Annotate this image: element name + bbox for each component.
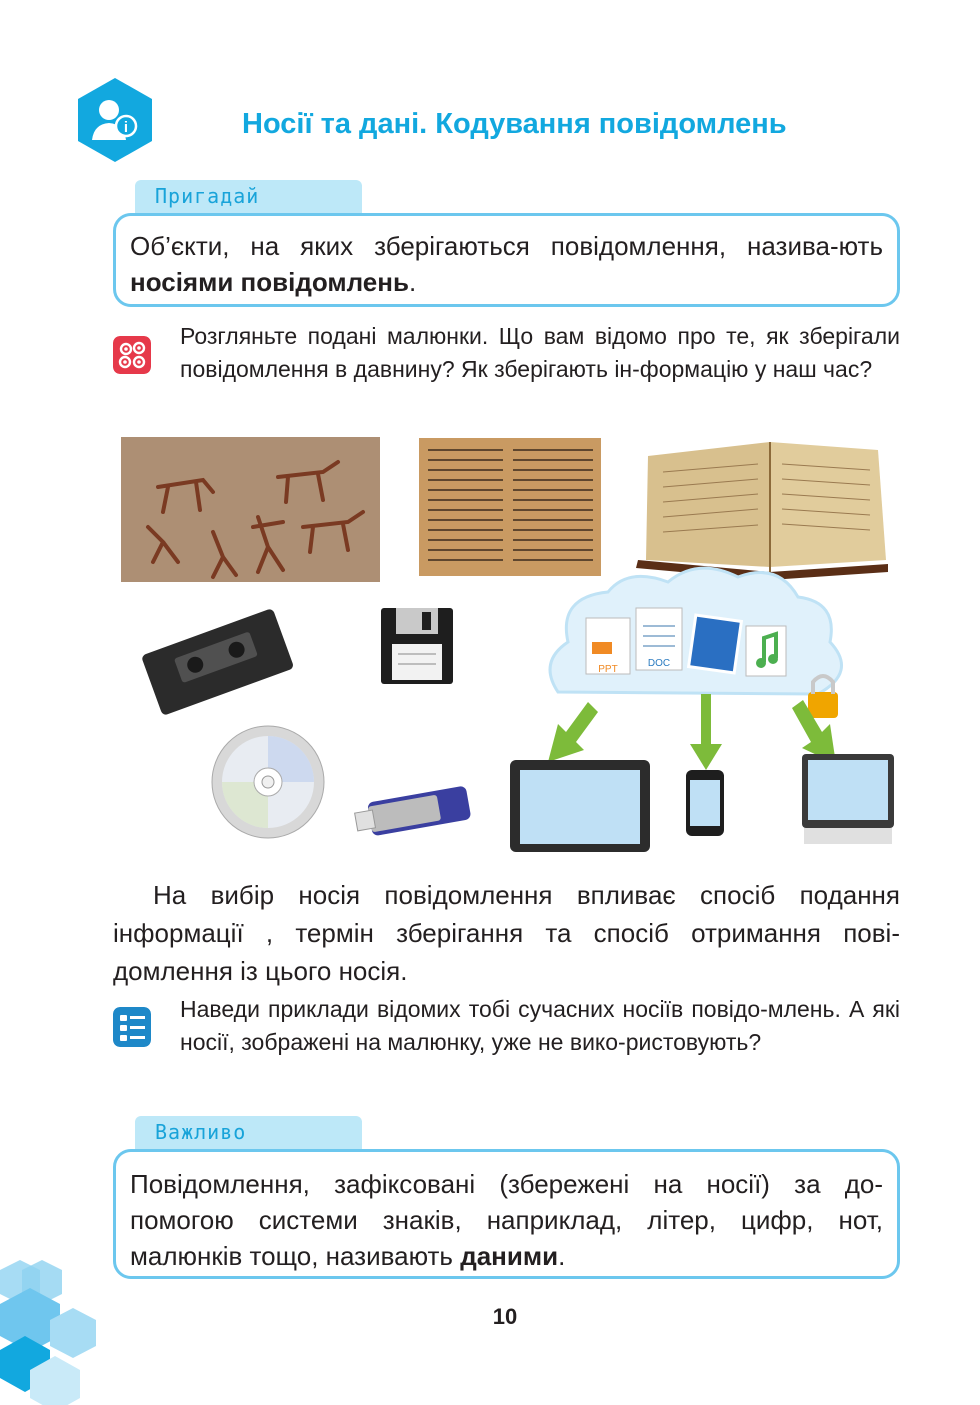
important-box: Повідомлення, зафіксовані (збережені на носії) за до-помогою системи знаків, наприклад, літер, цифр, нот, малюнків тощо, називають даними. <box>113 1149 900 1279</box>
remember-text: Об’єкти, на яких зберігаються повідомлення, назива-ють <box>130 231 883 261</box>
ppt-label: PPT <box>598 664 618 675</box>
task1-text: Розгляньте подані малюнки. Що вам відомо про те, як зберігали повідомлення в давнину? Як зберігають ін-формацію у наш час? <box>180 323 900 382</box>
checklist-icon <box>113 1007 151 1047</box>
svg-text:i: i <box>123 119 129 136</box>
floppy-disk-image <box>381 608 453 684</box>
gears-icon <box>113 336 151 374</box>
page-title: Носії та дані. Кодування повідомлень <box>242 108 787 140</box>
arrows <box>548 694 836 770</box>
important-term: даними <box>460 1241 559 1271</box>
vhs-cassette-image <box>141 608 294 716</box>
remember-term: носіями повідомлень <box>130 267 409 297</box>
storage-media-illustration <box>118 432 894 852</box>
cd-disc-image <box>212 726 324 838</box>
usb-flash-drive-image <box>353 785 471 838</box>
remember-box: Об’єкти, на яких зберігаються повідомлення, назива-ють носіями повідомлень. <box>113 213 900 307</box>
important-tab: Важливо <box>135 1116 362 1149</box>
doc-label: DOC <box>647 658 671 669</box>
body-paragraph: На вибір носія повідомлення впливає спосіб подання інформації , термін зберігання та спосіб отримання пові-домлення із цього носія. <box>113 880 900 986</box>
monitor-image <box>802 754 894 844</box>
important-text: Повідомлення, зафіксовані (збережені на носії) за до-помогою системи знаків, наприклад, літер, цифр, нот, малюнків тощо, називають <box>130 1169 883 1271</box>
cloud-storage-image <box>550 568 842 718</box>
task2-text: Наведи приклади відомих тобі сучасних носіїв повідо-млень. А які носії, зображені на малюнку, уже не вико-ристовують? <box>180 996 900 1055</box>
info-person-hex-icon <box>78 78 152 162</box>
smartphone-image <box>686 770 724 836</box>
old-book-image <box>636 442 888 580</box>
page-number: 10 <box>492 1304 518 1329</box>
corner-hexagons-decoration <box>0 1260 110 1405</box>
papyrus-image <box>419 438 601 576</box>
cave-painting-image <box>121 437 380 582</box>
remember-tab: Пригадай <box>135 180 362 213</box>
laptop-image <box>486 760 674 852</box>
